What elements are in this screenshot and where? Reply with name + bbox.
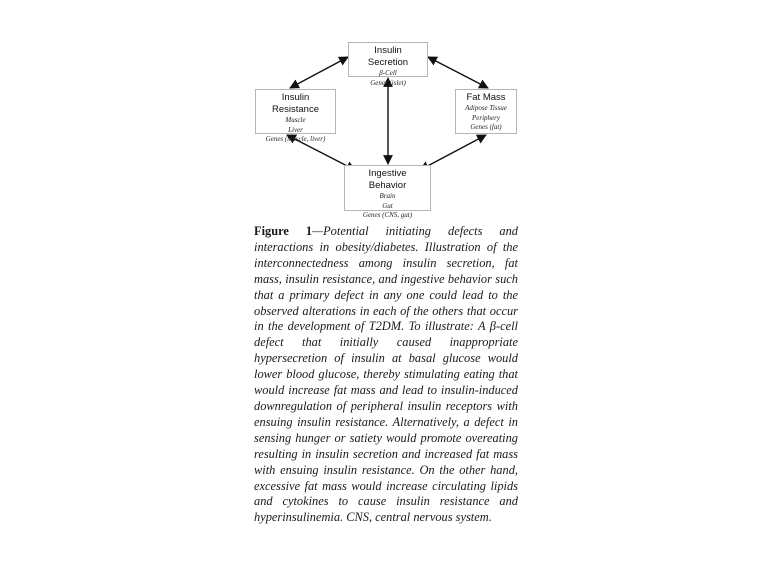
node-title: Fat Mass bbox=[466, 92, 506, 103]
figure-label: Figure 1 bbox=[254, 224, 313, 238]
arrow-secretion-resistance bbox=[290, 57, 348, 88]
node-detail: Genes (fat) bbox=[470, 123, 502, 131]
interaction-diagram bbox=[0, 0, 768, 219]
node-detail: Adipose Tissue bbox=[465, 104, 507, 112]
node-detail: Liver bbox=[288, 125, 303, 134]
figure-caption bbox=[254, 224, 518, 526]
node-title: Insulin Resistance bbox=[272, 92, 319, 115]
node-detail: Genes (muscle, liver) bbox=[265, 135, 326, 143]
node-detail: Brain bbox=[379, 192, 396, 200]
node-insulin-secretion bbox=[348, 42, 428, 87]
node-detail: β-Cell bbox=[379, 69, 397, 77]
node-title: Ingestive Behavior bbox=[368, 168, 407, 191]
node-ingestive-behavior bbox=[344, 165, 431, 219]
arrow-secretion-fat bbox=[428, 57, 488, 88]
caption-text: —Potential initiating defects and interactions in obesity/diabetes. Illustration of the interconnectedness among insulin secretion, fat mass, insulin resistance, and ingestive behavior such that a primary defect in any one could lead to the observed alterations in each of the others that occur in the development of T2DM. To illustrate: A β-cell defect that initially caused inappropriate hypersecretion of insulin at basal glucose would lower blood glucose, thereby stimulating eating that would increase fat mass and lead to insulin-induced downregulation of peripheral insulin receptors with ensuing insulin resistance. Alternatively, a defect in sensing hunger or satiety would promote overeating resulting in insulin secretion and increased fat mass with ensuing insulin resistance. On the other hand, excessive fat mass would increase circulating lipids and cytokines to cause insulin resistance and hyperinsulinemia. CNS, central nervous system. bbox=[254, 224, 518, 525]
node-insulin-resistance bbox=[255, 89, 336, 143]
node-detail: Periphery bbox=[472, 113, 500, 122]
node-detail: Gut bbox=[382, 201, 393, 210]
node-detail: Muscle bbox=[285, 116, 306, 124]
node-fat-mass bbox=[455, 89, 517, 134]
node-detail: Genes (islet) bbox=[370, 78, 406, 87]
node-title: Insulin Secretion bbox=[367, 45, 409, 68]
node-detail: Genes (CNS, gut) bbox=[362, 211, 413, 219]
